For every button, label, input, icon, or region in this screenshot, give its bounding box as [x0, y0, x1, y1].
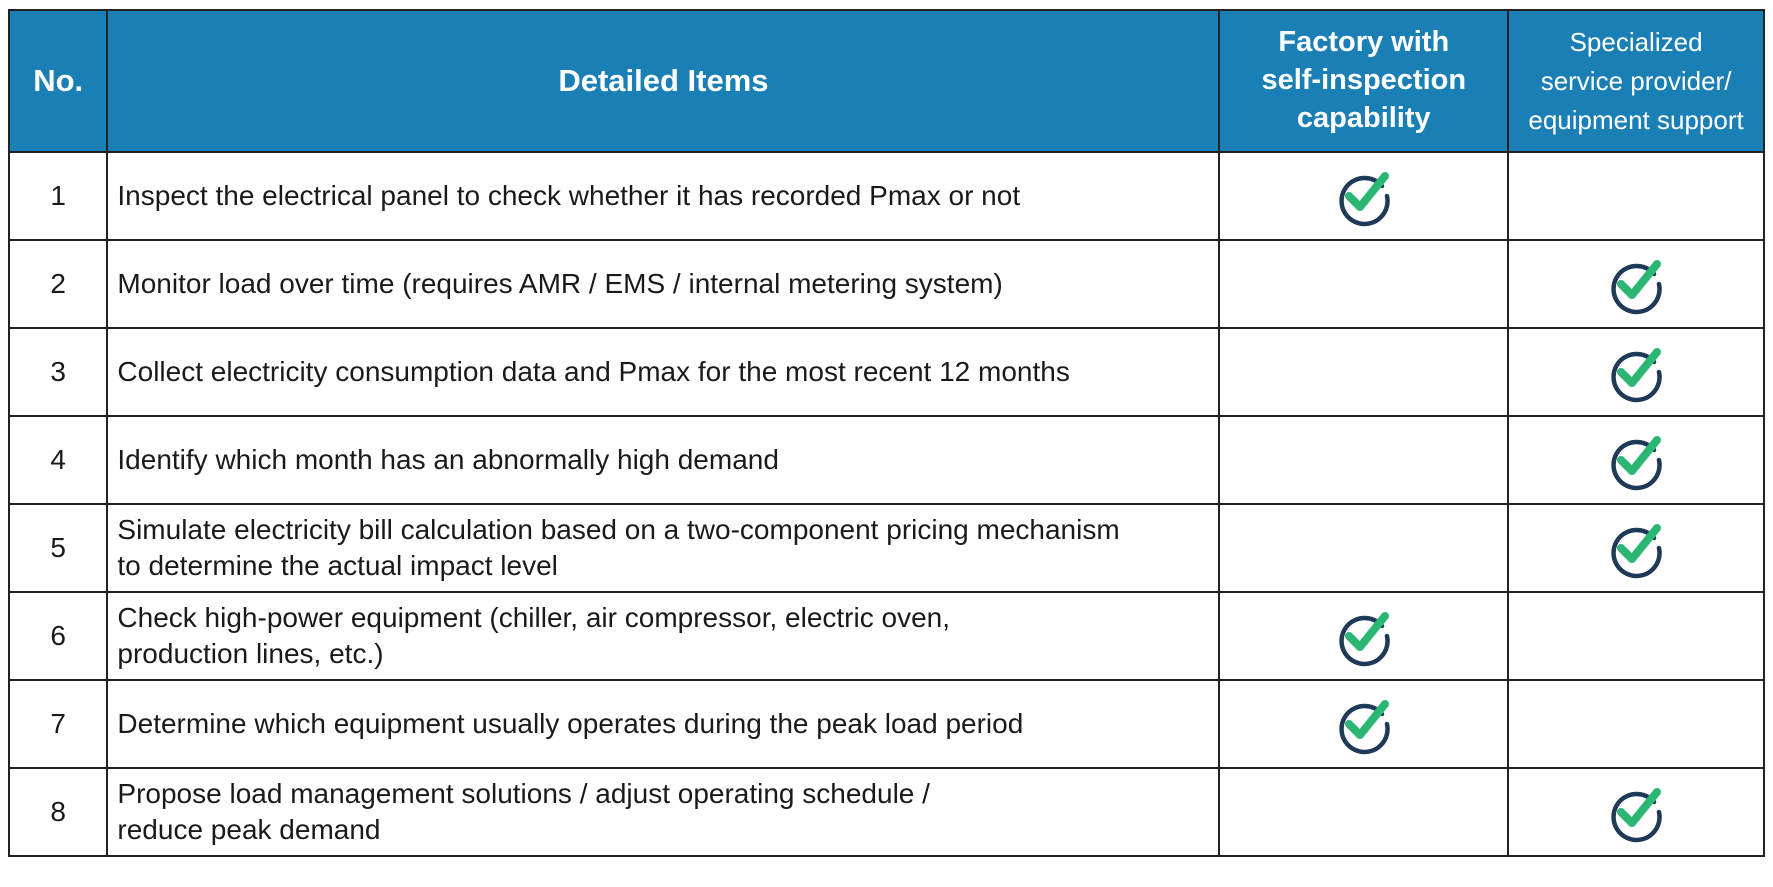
- detailed-item: [107, 768, 1219, 856]
- detailed-item: [107, 152, 1219, 240]
- header-service-provider: [1508, 10, 1764, 152]
- detailed-item-line: production lines, etc.): [117, 638, 384, 669]
- row-number: 5: [9, 504, 107, 592]
- detailed-item-line: Collect electricity consumption data and Pmax for the most recent 12 months: [117, 355, 1070, 387]
- table-body: [9, 152, 1764, 856]
- detailed-item-line: Simulate electricity bill calculation based on a two-component pricing mechanism: [117, 513, 1120, 545]
- service-check-cell: [1508, 504, 1764, 592]
- header-factory-line: self-inspection: [1261, 64, 1467, 97]
- table-row: [9, 328, 1764, 416]
- header-no: No.: [9, 10, 107, 152]
- detailed-item-line: Identify which month has an abnormally high demand: [117, 443, 779, 475]
- row-number: 3: [9, 328, 107, 416]
- check-circle-icon: [1604, 252, 1668, 316]
- header-row: [9, 10, 1764, 152]
- table-row: [9, 592, 1764, 680]
- detailed-item-line: Inspect the electrical panel to check whether it has recorded Pmax or not: [117, 179, 1021, 211]
- row-number: 6: [9, 592, 107, 680]
- table-row: [9, 152, 1764, 240]
- factory-check-cell: [1219, 504, 1508, 592]
- service-check-cell: [1508, 768, 1764, 856]
- table-row: [9, 416, 1764, 504]
- check-circle-icon: [1332, 164, 1396, 228]
- factory-check-cell: [1219, 592, 1508, 680]
- factory-check-cell: [1219, 768, 1508, 856]
- row-number: 8: [9, 768, 107, 856]
- header-factory: [1219, 10, 1508, 152]
- detailed-item-line: Check high-power equipment (chiller, air compressor, electric oven,: [117, 601, 950, 633]
- detailed-item: [107, 416, 1219, 504]
- check-circle-icon: [1604, 340, 1668, 404]
- table-row: [9, 768, 1764, 856]
- detailed-item-line: Propose load management solutions / adjust operating schedule /: [117, 777, 930, 809]
- row-number: 4: [9, 416, 107, 504]
- detailed-item-line: Monitor load over time (requires AMR / EMS / internal metering system): [117, 267, 1003, 299]
- row-number: 1: [9, 152, 107, 240]
- check-circle-icon: [1604, 516, 1668, 580]
- inspection-table: [8, 9, 1765, 857]
- check-circle-icon: [1332, 604, 1396, 668]
- service-check-cell: [1508, 416, 1764, 504]
- table-container: [8, 9, 1765, 863]
- detailed-item-line: Determine which equipment usually operates during the peak load period: [117, 707, 1024, 739]
- factory-check-cell: [1219, 680, 1508, 768]
- row-number: 7: [9, 680, 107, 768]
- service-check-cell: [1508, 680, 1764, 768]
- check-circle-icon: [1332, 692, 1396, 756]
- table-row: [9, 680, 1764, 768]
- factory-check-cell: [1219, 240, 1508, 328]
- header-service-line: Specialized: [1569, 26, 1703, 57]
- check-circle-icon: [1604, 780, 1668, 844]
- service-check-cell: [1508, 592, 1764, 680]
- header-detailed-items: Detailed Items: [107, 10, 1219, 152]
- table-row: [9, 240, 1764, 328]
- service-check-cell: [1508, 240, 1764, 328]
- detailed-item: [107, 680, 1219, 768]
- header-factory-line: capability: [1296, 101, 1431, 134]
- row-number: 2: [9, 240, 107, 328]
- header-service-line: service provider/: [1540, 65, 1732, 96]
- factory-check-cell: [1219, 152, 1508, 240]
- detailed-item: [107, 240, 1219, 328]
- header-service-line: equipment support: [1528, 104, 1744, 135]
- factory-check-cell: [1219, 328, 1508, 416]
- detailed-item: [107, 592, 1219, 680]
- check-circle-icon: [1604, 428, 1668, 492]
- factory-check-cell: [1219, 416, 1508, 504]
- detailed-item-line: reduce peak demand: [117, 814, 381, 845]
- service-check-cell: [1508, 152, 1764, 240]
- header-factory-line: Factory with: [1278, 26, 1450, 59]
- service-check-cell: [1508, 328, 1764, 416]
- detailed-item: [107, 328, 1219, 416]
- detailed-item: [107, 504, 1219, 592]
- detailed-item-line: to determine the actual impact level: [117, 550, 558, 581]
- table-row: [9, 504, 1764, 592]
